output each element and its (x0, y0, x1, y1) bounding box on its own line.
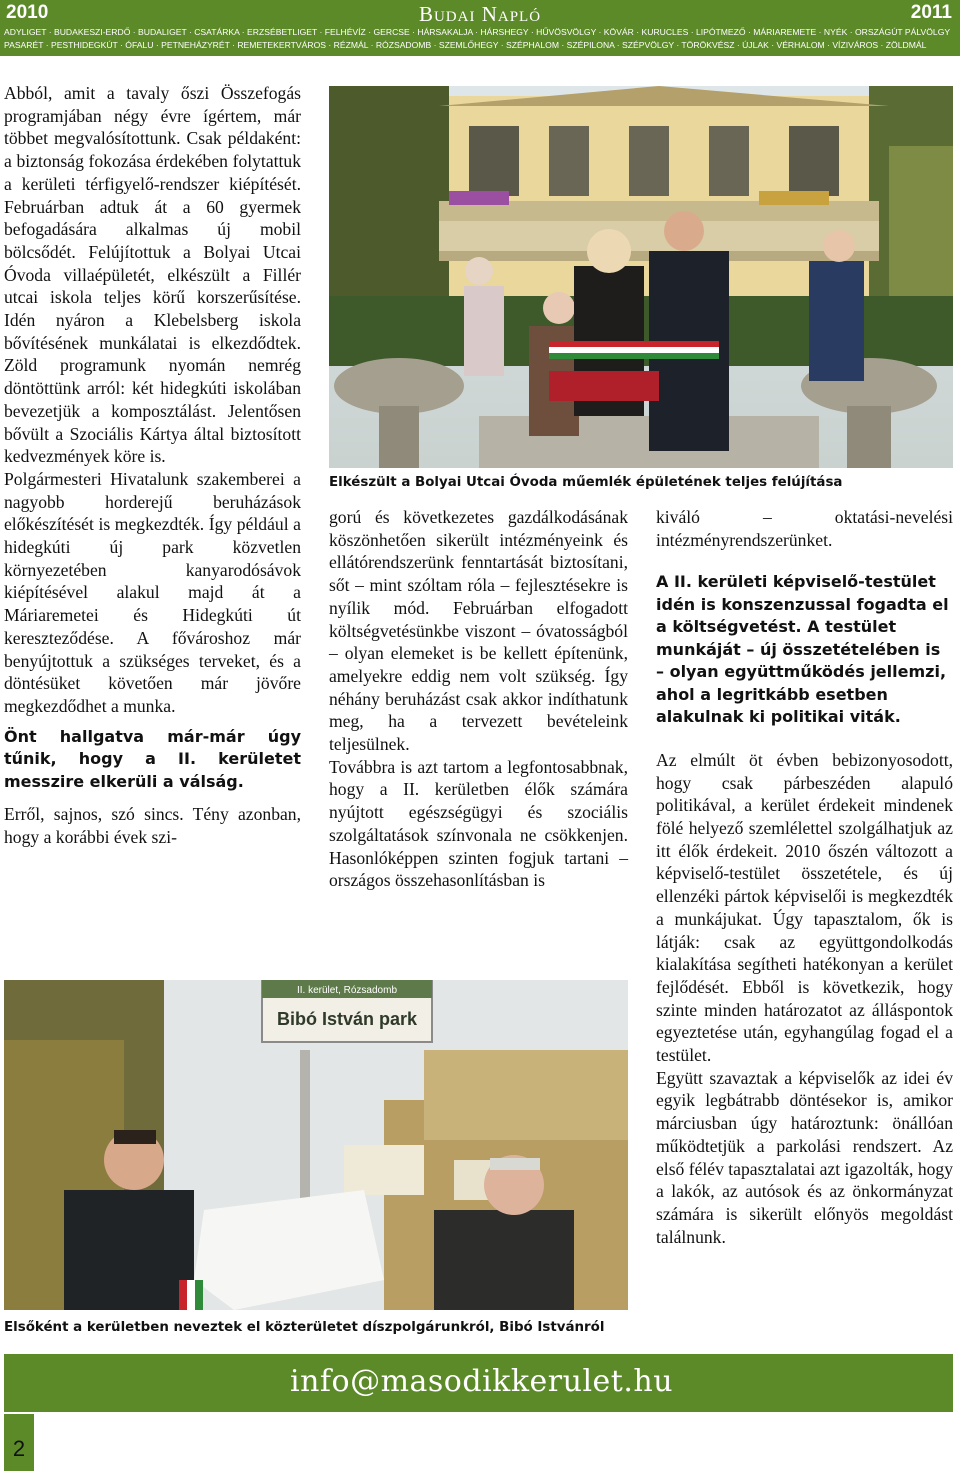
page-number: 2 (4, 1414, 34, 1471)
paragraph: Továbbra is azt tartom a legfontosabbnak, hogy a II. kerületben élők számára nyújtott egészségügyi és szociális szolgáltatások színvonala ne csökkenjen. Hasonlóképpen szinten fogjuk tartani – országos összehasonlításban is (329, 756, 628, 891)
sign-park-name-text: Bibó István park (276, 1009, 418, 1029)
bibo-park-naming-photo (4, 980, 628, 1310)
paragraph: Abból, amit a tavaly őszi Összefogás programjában négy évre ígértem, már többet megvalósítottunk. Csak példaként: a biztonság fokozása érdekében folytattuk a kerületi térfigyelő-rendszer kiépítését. Februárban adtuk át a 60 gyermek befogadására alkalmas új mobil bölcsődét. Felújítottuk a Bolyai Utcai Óvoda villaépületét, elkészült a Fillér utcai iskola teljes körű korszerűsítése. Idén nyáron a Klebelsberg iskola bővítésének munkálatai is elkezdődtek. Zöld programunk nyomán nemrég döntöttünk arról: két hidegkúti iskolában bevezetjük a komposztálást. Jelentősen bővült a Szociális Kártya által biztosított kedvezmények köre is. (4, 83, 301, 467)
photo-caption: Elsőként a kerületben neveztek el közterületet díszpolgárunkról, Bibó Istvánról (4, 1320, 605, 1335)
article-column-2 (329, 506, 628, 892)
paragraph: Polgármesteri Hivatalunk szakemberei a nagyobb horderejű beruházások előkészítését is megkezdték. Így például a hidegkúti új park közvetlen környezetében kanyarodósávok kiépítésével alakul majd át a Máriaremetei és Hidegkúti út kereszteződése. A fővároshoz már benyújtottuk a szükséges terveket, és a döntésüket követően már jövőre megkezdődhet a munka. (4, 468, 301, 716)
newspaper-title: Budai Napló (418, 2, 542, 26)
interview-question: Önt hallgatva már-már úgy tűnik, hogy a II. kerületet messzire elkerüli a válság. (4, 726, 301, 791)
article-column-1 (4, 82, 301, 849)
district-list-line-1: ADYLIGET · BUDAKESZI-ERDŐ · BUDALIGET · CSATÁRKA · ERZSÉBETLIGET · FELHÉVÍZ · GERCSE · HÁRSAKALJA · HÁRSHEGY · HŰVÖSVÖLGY · KÖVÁR · KURUCLES · LIPÓTMEZŐ · MÁRIAREMETE · NYÉK · ORSZÁGÚT PÁLVÖLGY (4, 27, 951, 37)
contact-email-link[interactable]: info@masodikkerulet.hu (290, 1364, 674, 1399)
paragraph: Erről, sajnos, szó sincs. Tény azonban, hogy a korábbi évek szi- (4, 804, 301, 847)
year-start: 2010 (6, 2, 49, 23)
paragraph: Az elmúlt öt évben bebizonyosodott, hogy csak párbeszéden alapuló politikával, a kerület érdekeit mindenek fölé helyező szemlélettel szolgálhatjuk az itt élők érdekeit. 2010 őszén változott a képviselő-testület összetétele, és új ellenzéki pártok képviselői is megkezdték a munkájukat. Úgy tapasztalom, ők is látják: csak az együttgondolkodás kialakítása segítheti hatékonyan a kerület fejlődését. Ebből is következik, hogy szinte minden határozatot az álláspontok egyeztetése után, egyhangúlag fogad el a testület. (656, 749, 953, 1066)
district-list-line-2: PASARÉT · PESTHIDEGKÚT · ÓFALU · PETNEHÁZYRÉT · REMETEKERTVÁROS · RÉZMÁL · RÓZSADOMB · SZEMLŐHEGY · SZÉPHALOM · SZÉPILONA · SZÉPVÖLGY · TÖRÖKVÉSZ · ÚJLAK · VÉRHALOM · VÍZIVÁROS · ZÖLDMÁL (4, 40, 927, 50)
article-column-3 (656, 506, 953, 1248)
paragraph: kiváló – oktatási-nevelési intézményrendszerünket. (656, 507, 953, 550)
interview-question: A II. kerületi képviselő-testület idén is konszenzussal fogadta el a költségvetést. A testület munkáját – új összetételében is – olyan együttműködés jellemzi, ahol a legritkább esetben alakulnak ki politikai viták. (656, 572, 949, 727)
paragraph: gorú és következetes gazdálkodásának köszönhetően sikerült intézményeink és ellátórendszerünk fenntartását biztosítani, sőt – mint szóltam róla – fejlesztésekre is nyílik mód. Februárban elfogadott költségvetésünkbe viszont – óvatosságból – olyan elemeket is be kellett építenünk, amelyekre eddig nem volt szükség. Így néhány beruházást csak akkor indíthatunk meg, ha a tervezett bevételeink teljesülnek. (329, 507, 628, 755)
photo-caption: Elkészült a Bolyai Utcai Óvoda műemlék épületének teljes felújítása (329, 475, 843, 490)
year-end: 2011 (910, 2, 952, 23)
footer-band (4, 1354, 953, 1412)
masthead (0, 0, 960, 56)
kindergarten-opening-photo (329, 86, 953, 468)
paragraph: Együtt szavaztak a képviselők az idei év egyik legbátrabb döntésekor is, amikor márciusban úgy határoztunk: önállóan működtetjük a parkolási rendszert. Az első félév tapasztalatai azt igazolták, hogy a lakók, az autósok és az önkormányzat számára is sikerült előnyös megoldást találnunk. (656, 1067, 954, 1247)
sign-district-text: II. kerület, Rózsadomb (296, 985, 398, 996)
